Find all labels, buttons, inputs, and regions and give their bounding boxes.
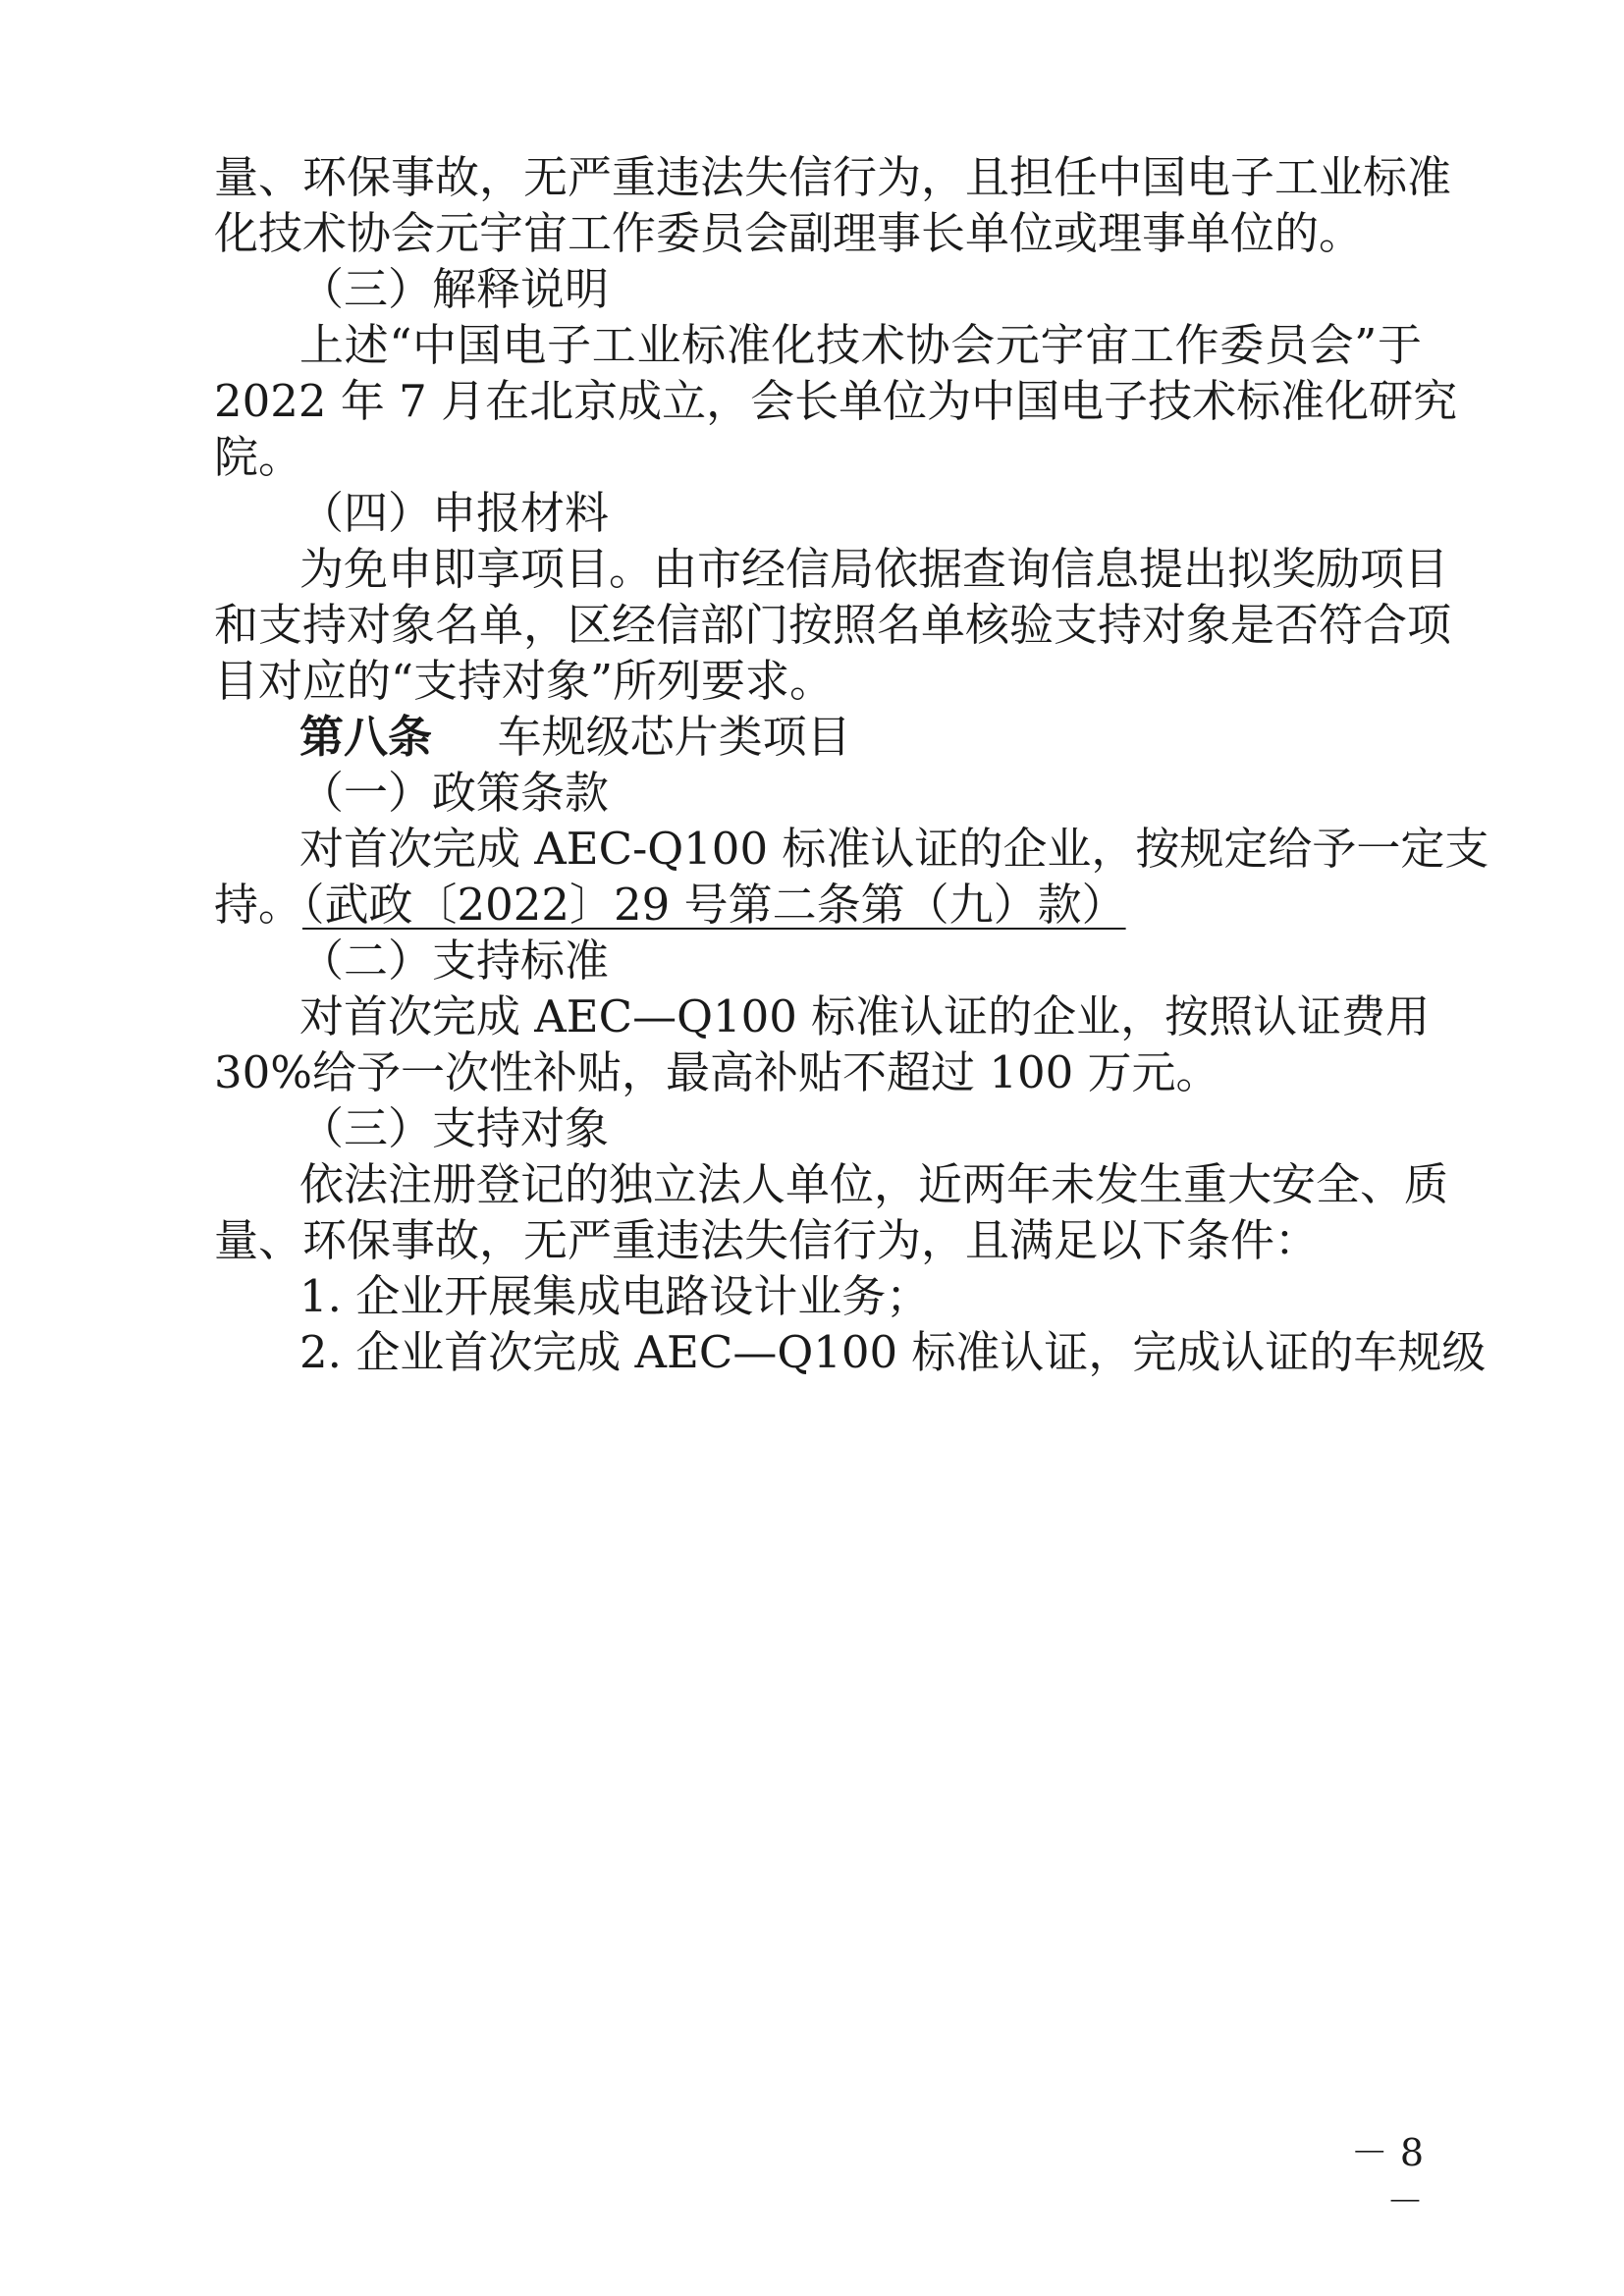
article-title: 车规级芯片类项目: [497, 711, 851, 763]
body-text: 持。: [214, 879, 303, 931]
page-number: － 8 －: [1350, 2131, 1424, 2223]
body-line: 30%给予一次性补贴，最高补贴不超过 100 万元。: [214, 1046, 1220, 1098]
section-heading: （三）解释说明: [299, 263, 610, 315]
article-number: 第八条: [299, 711, 433, 763]
body-line: 院。: [214, 431, 303, 483]
body-line: 量、环保事故，无严重违法失信行为，且担任中国电子工业标准: [214, 151, 1452, 203]
section-heading: （二）支持标准: [299, 934, 610, 987]
policy-reference: （武政〔2022〕29 号第二条第（九）款）: [302, 879, 1126, 931]
section-heading: （一）政策条款: [299, 767, 610, 819]
list-item: 1. 企业开展集成电路设计业务；: [299, 1270, 931, 1322]
body-line: 对首次完成 AEC—Q100 标准认证的企业，按照认证费用: [299, 990, 1431, 1042]
section-heading: （三）支持对象: [299, 1102, 610, 1154]
body-line: 2022 年 7 月在北京成立，会长单位为中国电子技术标准化研究: [214, 375, 1458, 427]
section-heading: （四）申报材料: [299, 487, 610, 539]
body-line: 为免申即享项目。由市经信局依据查询信息提出拟奖励项目: [299, 543, 1449, 595]
body-line: 依法注册登记的独立法人单位，近两年未发生重大安全、质: [299, 1158, 1449, 1210]
body-line: 化技术协会元宇宙工作委员会副理事长单位或理事单位的。: [214, 207, 1364, 259]
body-line: 量、环保事故，无严重违法失信行为，且满足以下条件：: [214, 1214, 1320, 1266]
body-line: 上述“中国电子工业标准化技术协会元宇宙工作委员会”于: [299, 319, 1422, 371]
body-line: 和支持对象名单，区经信部门按照名单核验支持对象是否符合项: [214, 599, 1452, 651]
body-line: 目对应的“支持对象”所列要求。: [214, 655, 835, 707]
body-line: 对首次完成 AEC-Q100 标准认证的企业，按规定给予一定支: [299, 823, 1489, 875]
list-item: 2. 企业首次完成 AEC—Q100 标准认证，完成认证的车规级: [299, 1326, 1487, 1378]
